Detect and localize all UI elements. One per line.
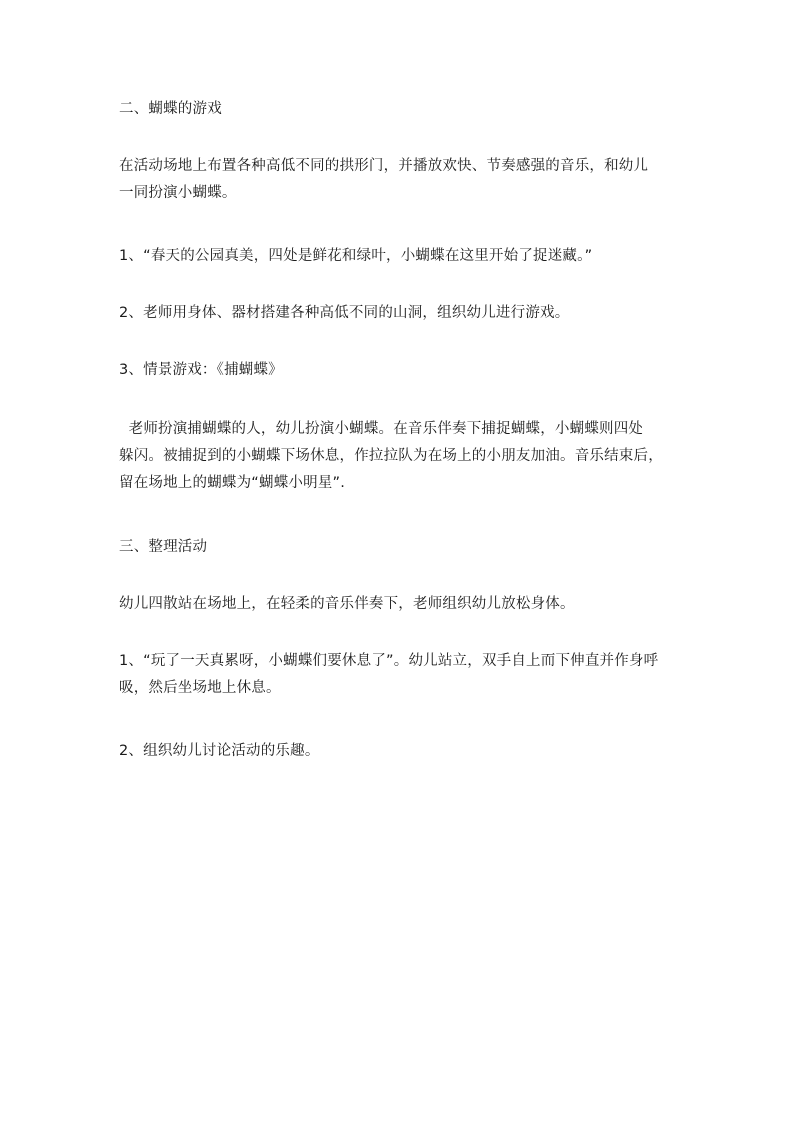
list-item-text: 3、情景游戏：《捕蝴蝶》 xyxy=(119,362,283,378)
paragraph-line: 在活动场地上布置各种高低不同的拱形门，并播放欢快、节奏感强的音乐，和幼儿 xyxy=(119,158,649,174)
cooldown-list-item-1 xyxy=(119,648,679,702)
cooldown-intro-paragraph xyxy=(119,591,679,618)
paragraph-line: 留在场地上的蝴蝶为“蝴蝶小明星”. xyxy=(119,475,346,491)
paragraph-line: 一同扮演小蝴蝶。 xyxy=(119,185,237,201)
paragraph-line: 吸，然后坐场地上休息。 xyxy=(119,680,281,696)
list-item-text: 2、老师用身体、器材搭建各种高低不同的山洞，组织幼儿进行游戏。 xyxy=(119,305,570,321)
game-description-paragraph xyxy=(119,416,679,497)
list-item-3 xyxy=(119,357,679,384)
list-item-text: 2、组织幼儿讨论活动的乐趣。 xyxy=(119,743,320,759)
heading-text: 三、整理活动 xyxy=(119,539,208,555)
cooldown-list-item-2 xyxy=(119,738,679,765)
section-heading-cooldown xyxy=(119,534,679,561)
paragraph-line: 躲闪。被捕捉到的小蝴蝶下场休息，作拉拉队为在场上的小朋友加油。音乐结束后， xyxy=(119,448,663,464)
paragraph-line: 老师扮演捕蝴蝶的人，幼儿扮演小蝴蝶。在音乐伴奏下捕捉蝴蝶，小蝴蝶则四处 xyxy=(119,421,644,437)
list-item-2 xyxy=(119,300,679,327)
heading-text: 二、蝴蝶的游戏 xyxy=(119,101,222,117)
section-intro-paragraph xyxy=(119,153,679,207)
list-item-text: 1、“春天的公园真美，四处是鲜花和绿叶，小蝴蝶在这里开始了捉迷藏。” xyxy=(119,248,593,264)
paragraph-line: 幼儿四散站在场地上，在轻柔的音乐伴奏下，老师组织幼儿放松身体。 xyxy=(119,596,575,612)
section-heading-butterfly-game xyxy=(119,96,679,123)
list-item-1 xyxy=(119,243,679,270)
paragraph-line: 1、“玩了一天真累呀，小蝴蝶们要休息了”。幼儿站立，双手自上而下伸直并作身呼 xyxy=(119,653,659,669)
